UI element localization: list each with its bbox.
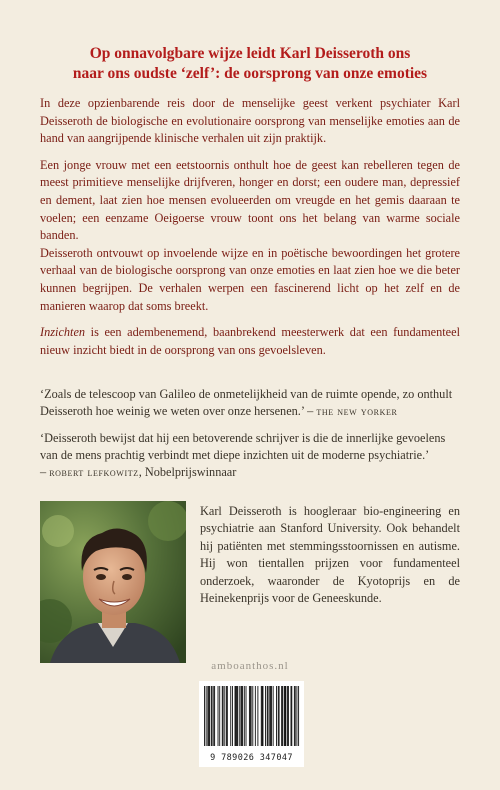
barcode-bar [262, 686, 263, 746]
blurb-paragraph-1: In deze opzienbarende reis door de menselijke geest verkent psychiater Karl Deisseroth de biologische en evolutionaire oorsprong van menselijke emoties aan de hand van aangrijpende klinische verhalen uit zijn praktijk. [40, 96, 460, 146]
barcode-bar [278, 686, 279, 746]
headline-line-1: Op onnavolgbare wijze leidt Karl Deisseroth ons [89, 45, 411, 62]
barcode-bar [226, 686, 227, 746]
barcode-bar [298, 686, 299, 746]
barcode-bar [241, 686, 242, 746]
quote-1 [40, 386, 460, 420]
barcode-bar [261, 686, 262, 746]
book-title: Inzichten [40, 325, 86, 340]
barcode-bar [213, 686, 214, 746]
headline-line-2: naar ons oudste ‘zelf’: de oorsprong van onze emoties [72, 65, 428, 82]
barcode-bar [249, 686, 250, 746]
quote-1-text: ‘Zoals de telescoop van Galileo de onmetelijkheid van de ruimte opende, zo onthult Deisseroth hoe weinig we weten over onze hersenen.’ – [40, 387, 453, 418]
barcode [199, 681, 304, 767]
barcode-bar [212, 686, 213, 746]
barcode-bar [209, 686, 210, 746]
barcode-bar [224, 686, 225, 746]
barcode-bar [222, 686, 223, 746]
barcode-bar [296, 686, 297, 746]
barcode-bar [263, 686, 264, 746]
barcode-bar [268, 686, 269, 746]
barcode-bar [237, 686, 238, 746]
barcode-bar [282, 686, 283, 746]
barcode-bar [267, 686, 268, 746]
author-portrait-illustration [40, 501, 186, 663]
barcode-bar [284, 686, 285, 746]
barcode-bar [252, 686, 253, 746]
quote-2-text: ‘Deisseroth bewijst dat hij een betoverende schrijver is die de innerlijke gevoelens van de mens prachtig verbindt met diepe inzichten uit de moderne psychiatrie.’ [40, 431, 446, 462]
barcode-bar [271, 686, 272, 746]
barcode-bar [235, 686, 236, 746]
barcode-bar [240, 686, 241, 746]
barcode-bar [265, 686, 266, 746]
quote-2 [40, 430, 460, 481]
barcode-bar [214, 686, 215, 746]
barcode-bar [236, 686, 237, 746]
author-photo [40, 501, 186, 663]
barcode-bar [270, 686, 271, 746]
barcode-bar [279, 686, 280, 746]
barcode-bar [207, 686, 208, 746]
blurb-paragraph-2: Een jonge vrouw met een eetstoornis onthult hoe de geest kan rebelleren tegen de meest primitieve menselijke drijfveren, honger en dorst; een oudere man, depressief en dement, laat zien hoe mensen evolueerden om vreugde en het gemis daaraan te voelen; een eenzame Oeigoerse vrouw toont ons het belang van warme sociale banden. [40, 157, 460, 243]
barcode-bar [285, 686, 286, 746]
quote-2-source: robert lefkowitz [49, 465, 139, 479]
barcode-bar [219, 686, 220, 746]
barcode-bar [257, 686, 258, 746]
headline [30, 44, 470, 84]
barcode-bar [291, 686, 292, 746]
barcode-bar [218, 686, 219, 746]
blurb-paragraph-4 [40, 324, 460, 359]
blurb [40, 95, 460, 368]
barcode-bar [235, 686, 236, 746]
barcode-bar [287, 686, 288, 746]
barcode-bar [244, 686, 245, 746]
barcode-bar [251, 686, 252, 746]
barcode-bar [273, 686, 274, 746]
quote-2-suffix: , Nobelprijswinnaar [138, 465, 237, 479]
quotes [40, 386, 460, 491]
blurb-paragraph-4-text: is een adembenemend, baanbrekend meesterwerk dat een fundamenteel nieuw inzicht biedt in de oorsprong van ons gevoelsleven. [40, 325, 460, 357]
barcode-bar [294, 686, 295, 746]
publisher-website: amboanthos.nl [211, 660, 289, 672]
barcode-bar [230, 686, 231, 746]
quote-1-source: the new yorker [316, 404, 398, 418]
barcode-bar [291, 686, 292, 746]
barcode-bar [239, 686, 240, 746]
isbn-number: 9 789026 347047 [210, 753, 293, 763]
barcode-bar [255, 686, 256, 746]
barcode-bar [285, 686, 286, 746]
barcode-bar [288, 686, 289, 746]
barcode-bar [232, 686, 233, 746]
barcode-bar [211, 686, 212, 746]
quote-2-dash: – [40, 465, 47, 479]
barcode-bar [223, 686, 224, 746]
blurb-paragraph-3: Deisseroth ontvouwt op invoelende wijze en in poëtische bewoordingen het grotere verhaal van de biologische oorsprong van onze emoties en laat zien hoe we die beter kunnen begrijpen. De verhalen werpen een fascinerend licht op het zelf en de manieren waarop dat soms breekt. [40, 245, 460, 313]
barcode-bar [206, 686, 207, 746]
barcode-bar [281, 686, 282, 746]
barcode-bar [227, 686, 228, 746]
barcode-bar [269, 686, 270, 746]
barcode-bar [242, 686, 243, 746]
barcode-bar [295, 686, 296, 746]
barcode-bar [246, 686, 247, 746]
author-bio: Karl Deisseroth is hoogleraar bio-engineering en psychiatrie aan Stanford University. Ook behandelt hij patiënten met stemmingsstoornissen en autisme. Hij won tientallen prijzen voor fundamenteel onderzoek, waaronder de Kyotoprijs en de Heinekenprijs voor de Geneeskunde. [200, 504, 460, 606]
barcode-bar [204, 686, 205, 746]
barcode-bars [199, 681, 304, 751]
barcode-bar [208, 686, 209, 746]
barcode-bar [276, 686, 277, 746]
barcode-bar [250, 686, 251, 746]
